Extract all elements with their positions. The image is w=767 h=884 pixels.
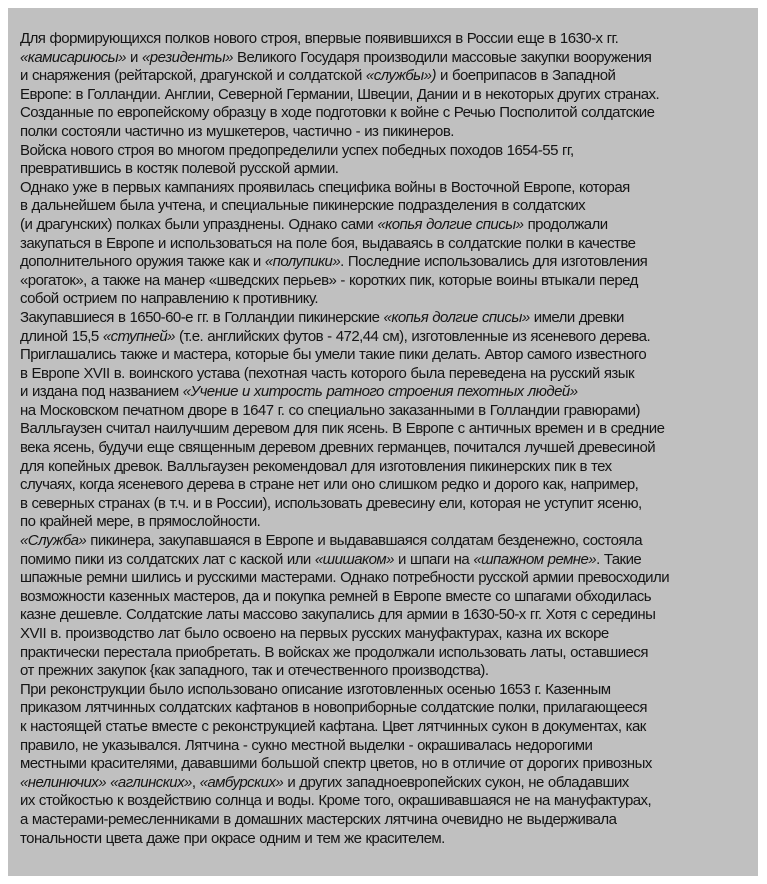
text-line bbox=[20, 662, 669, 681]
text-segment: помимо пики из солдатских лат с каской или bbox=[20, 550, 315, 568]
text-line bbox=[20, 235, 669, 254]
italic-term: «копья долгие списы» bbox=[377, 215, 524, 233]
italic-term: «Учение и хитрость ратного строения пехотных людей» bbox=[182, 383, 578, 401]
text-line bbox=[20, 365, 669, 384]
text-segment: их стойкостью к воздействию солнца и воды. Кроме того, окрашивавшаяся не на мануфактурах, bbox=[20, 792, 652, 810]
text-line bbox=[20, 179, 669, 198]
text-line bbox=[20, 811, 669, 830]
text-segment: в северных странах (в т.ч. и в России), использовать древесину ели, которая не уступит ясеню, bbox=[20, 494, 642, 512]
text-line bbox=[20, 439, 669, 458]
text-line bbox=[20, 532, 669, 551]
text-line bbox=[20, 123, 669, 142]
text-line bbox=[20, 346, 669, 365]
italic-term: «камисариюсы» bbox=[20, 48, 126, 66]
text-line bbox=[20, 644, 669, 663]
text-line bbox=[20, 383, 669, 402]
text-segment: Великого Государя производили массовые закупки вооружения bbox=[232, 48, 652, 66]
text-line bbox=[20, 160, 669, 179]
italic-term: «Служба» bbox=[20, 532, 87, 550]
text-line bbox=[20, 495, 669, 514]
text-line bbox=[20, 699, 669, 718]
text-line bbox=[20, 476, 669, 495]
text-line bbox=[20, 737, 669, 756]
text-segment: «рогаток», а также на манер «шведских перьев» - коротких пик, которые воины втыкали перед bbox=[20, 271, 638, 289]
text-segment: длиной 15,5 bbox=[20, 327, 103, 345]
text-segment: Закупавшиеся в 1650-60-е гг. в Голландии пикинерские bbox=[20, 308, 384, 326]
text-segment: и снаряжения (рейтарской, драгунской и солдатской bbox=[20, 67, 366, 85]
text-line bbox=[20, 142, 669, 161]
text-segment: имели древки bbox=[529, 308, 624, 326]
text-segment: к настоящей статье вместе с реконструкцией кафтана. Цвет лятчинных сукон в документах, как bbox=[20, 717, 646, 735]
text-segment: пикинера, закупавшаяся в Европе и выдававшаяся солдатам безденежно, состояла bbox=[86, 532, 643, 550]
text-segment: закупаться в Европе и использоваться на поле боя, выдаваясь в солдатские полки в качестве bbox=[20, 234, 636, 252]
text-line bbox=[20, 755, 669, 774]
text-segment: Созданные по европейскому образцу в ходе подготовки к войне с Речью Посполитой солдатские bbox=[20, 104, 655, 122]
text-line bbox=[20, 30, 669, 49]
text-segment: тональности цвета даже при окрасе одним и тем же красителем. bbox=[20, 829, 445, 847]
text-line bbox=[20, 197, 669, 216]
text-segment: местными красителями, дававшими большой спектр цветов, но в отличие от дорогих привозных bbox=[20, 755, 652, 773]
text-line bbox=[20, 309, 669, 328]
text-segment: и bbox=[125, 48, 143, 66]
italic-term: «шпажном ремне» bbox=[473, 550, 597, 568]
text-line bbox=[20, 420, 669, 439]
text-segment: практически перестала приобретать. В войсках же продолжали использовать латы, оставшиеся bbox=[20, 643, 648, 661]
text-segment: Войска нового строя во многом предопределили успех победных походов 1654-55 гг, bbox=[20, 141, 574, 159]
text-segment: шпажные ремни шились и русскими мастерами. Однако потребности русской армии превосходили bbox=[20, 569, 670, 587]
text-segment: на Московском печатном дворе в 1647 г. со специально заказанными в Голландии гравюрами) bbox=[20, 401, 640, 419]
article-text bbox=[20, 30, 669, 848]
text-line bbox=[20, 792, 669, 811]
text-segment: и издана под названием bbox=[20, 383, 183, 401]
text-segment: для копейных древок. Валльгаузен рекомендовал для изготовления пикинерских пик в тех bbox=[20, 457, 612, 475]
text-line bbox=[20, 513, 669, 532]
text-line bbox=[20, 625, 669, 644]
text-segment: приказом лятчинных солдатских кафтанов в новоприборные солдатские полки, прилагающееся bbox=[20, 699, 647, 717]
text-segment: и шпаги на bbox=[393, 550, 474, 568]
text-line bbox=[20, 830, 669, 849]
text-line bbox=[20, 718, 669, 737]
text-segment: Однако уже в первых кампаниях проявилась специфика войны в Восточной Европе, которая bbox=[20, 178, 630, 196]
italic-term: «шишаком» bbox=[314, 550, 394, 568]
text-segment: по крайней мере, в прямослойности. bbox=[20, 513, 261, 531]
italic-term: «нелинючих» «аглинских» bbox=[20, 773, 192, 791]
text-segment: возможности казенных мастеров, да и покупка ремней в Европе вместе со шпагами обходилась bbox=[20, 587, 651, 605]
text-line bbox=[20, 774, 669, 793]
text-segment: а мастерами-ремесленниками в домашних мастерских лятчина очевидно не выдерживала bbox=[20, 810, 617, 828]
text-line bbox=[20, 569, 669, 588]
text-line bbox=[20, 458, 669, 477]
text-line bbox=[20, 402, 669, 421]
text-segment: При реконструкции было использовано описание изготовленных осенью 1653 г. Казенным bbox=[20, 680, 611, 698]
text-segment: превратившись в костяк полевой русской армии. bbox=[20, 160, 339, 178]
text-segment: Приглашались также и мастера, которые бы умели такие пики делать. Автор самого известного bbox=[20, 346, 647, 364]
text-line bbox=[20, 588, 669, 607]
text-line bbox=[20, 272, 669, 291]
text-line bbox=[20, 49, 669, 68]
text-segment: продолжали bbox=[523, 215, 608, 233]
text-segment: , bbox=[191, 773, 200, 791]
italic-term: «копья долгие списы» bbox=[383, 308, 530, 326]
text-segment: и боеприпасов в Западной bbox=[435, 67, 616, 85]
text-segment: . Такие bbox=[596, 550, 642, 568]
text-segment: (и драгунских) полках были упразднены. Однако сами bbox=[20, 215, 378, 233]
text-line bbox=[20, 681, 669, 700]
text-segment: случаях, когда ясеневого дерева в стране нет или оно слишком редко и дорого как, например, bbox=[20, 476, 639, 494]
document-panel bbox=[8, 8, 758, 876]
text-segment: казне дешевле. Солдатские латы массово закупались для армии в 1630-50-х гг. Хотя с середины bbox=[20, 606, 656, 624]
text-segment: собой острием по направлению к противнику. bbox=[20, 290, 318, 308]
text-line bbox=[20, 216, 669, 235]
italic-term: «резиденты» bbox=[142, 48, 233, 66]
text-line bbox=[20, 606, 669, 625]
text-segment: в дальнейшем была учтена, и специальные пикинерские подразделения в солдатских bbox=[20, 197, 586, 215]
italic-term: «ступней» bbox=[102, 327, 175, 345]
italic-term: «полупики» bbox=[264, 253, 341, 271]
text-segment: века ясень, будучи еще священным деревом древних германцев, почитался лучшей древесиной bbox=[20, 439, 656, 457]
text-segment: правило, не указывался. Лятчина - сукно местной выделки - окрашивалась недорогими bbox=[20, 736, 593, 754]
text-line bbox=[20, 253, 669, 272]
text-line bbox=[20, 551, 669, 570]
italic-term: «амбурских» bbox=[199, 773, 284, 791]
text-line bbox=[20, 67, 669, 86]
text-segment: Валльгаузен считал наилучшим деревом для пик ясень. В Европе с античных времен и в средние bbox=[20, 420, 665, 438]
text-segment: дополнительного оружия также как и bbox=[20, 253, 265, 271]
text-segment: от прежних закупок {как западного, так и отечественного производства). bbox=[20, 662, 489, 680]
text-line bbox=[20, 104, 669, 123]
text-line bbox=[20, 290, 669, 309]
text-line bbox=[20, 328, 669, 347]
text-segment: и других западноевропейских сукон, не обладавших bbox=[283, 773, 629, 791]
text-segment: Для формирующихся полков нового строя, впервые появившихся в России еще в 1630-х гг. bbox=[20, 30, 619, 47]
text-segment: XVII в. производство лат было освоено на первых русских мануфактурах, казна их вскоре bbox=[20, 625, 609, 642]
text-line bbox=[20, 86, 669, 105]
text-segment: (т.е. английских футов - 472,44 см), изготовленные из ясеневого дерева. bbox=[174, 327, 651, 345]
text-segment: Европе: в Голландии. Англии, Северной Германии, Швеции, Дании и в некоторых других странах. bbox=[20, 85, 660, 103]
italic-term: «службы») bbox=[365, 67, 436, 85]
text-segment: полки состояли частично из мушкетеров, частично - из пикинеров. bbox=[20, 122, 454, 140]
text-segment: . Последние использовались для изготовления bbox=[340, 253, 648, 271]
text-segment: в Европе XVII в. воинского устава (пехотная часть которого была переведена на русский язык bbox=[20, 364, 634, 382]
